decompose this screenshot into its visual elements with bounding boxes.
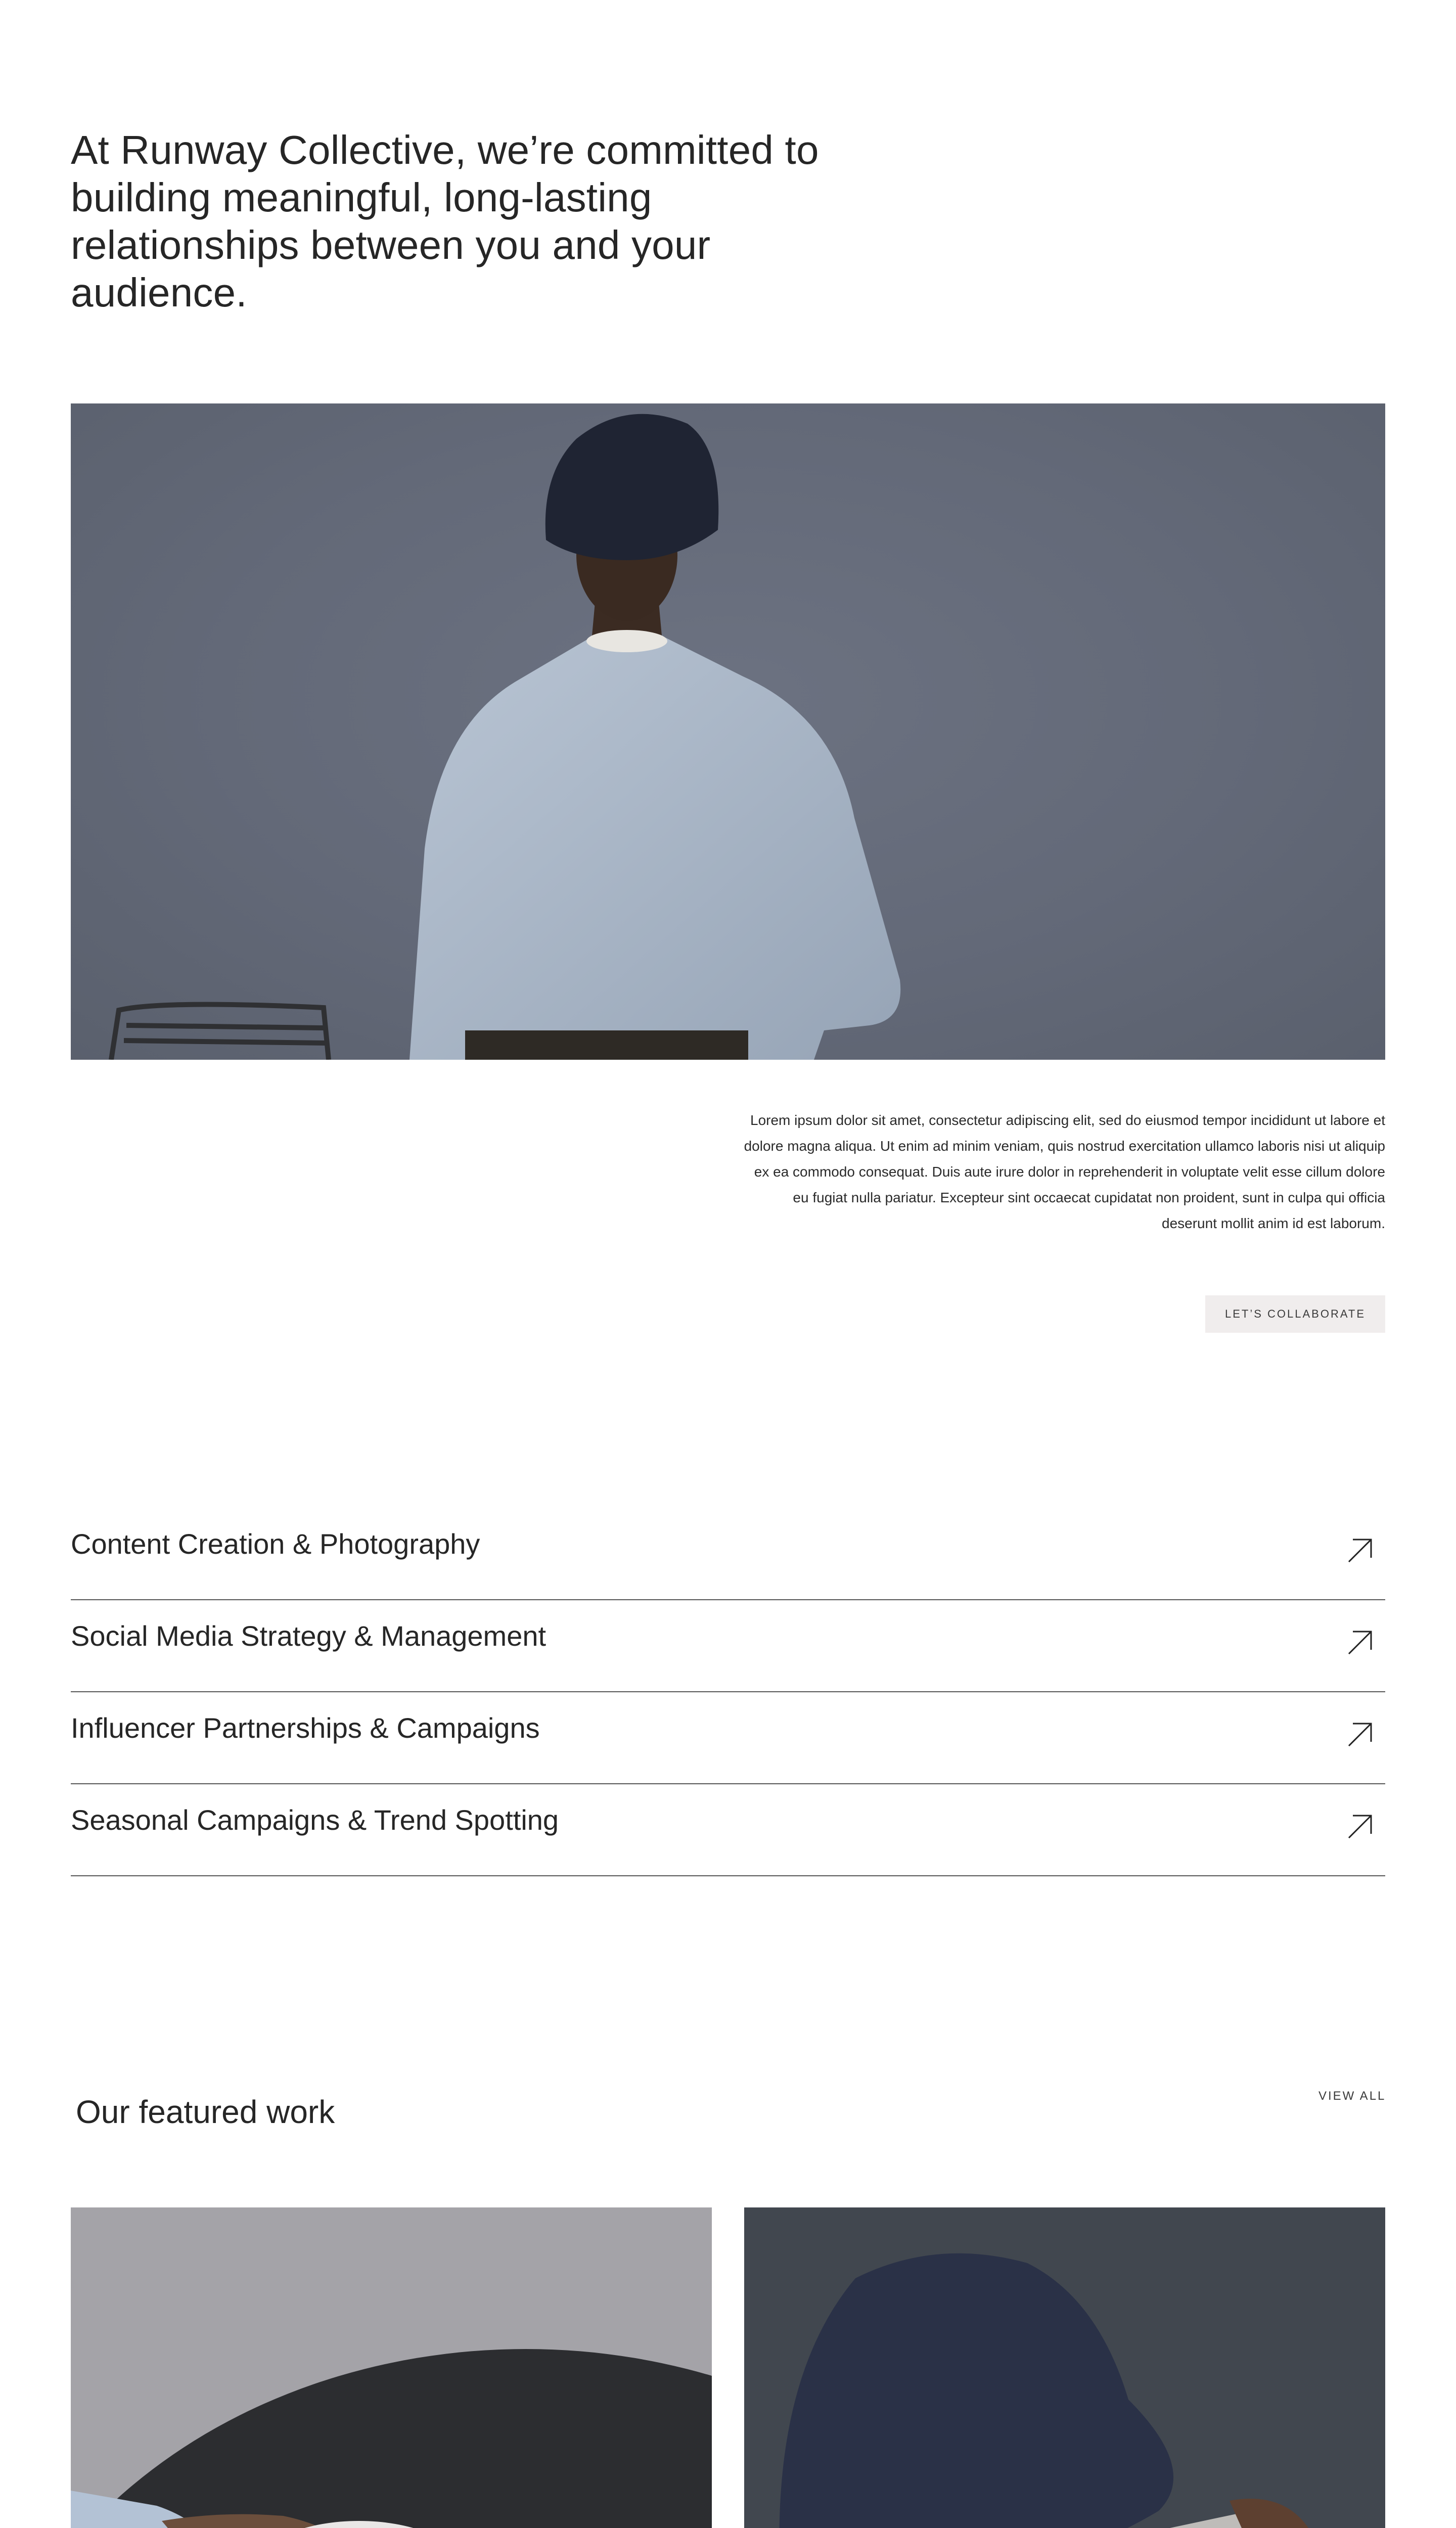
service-label: Social Media Strategy & Management <box>71 1620 547 1652</box>
intro-heading: At Runway Collective, we’re committed to building meaningful, long-lasting relationships between you and your audience. <box>71 127 819 315</box>
arrow-up-right-icon <box>1346 1813 1374 1841</box>
service-item-seasonal[interactable] <box>71 1784 1385 1876</box>
project-photo-illustration <box>744 2207 1385 2528</box>
featured-work-title: Our featured work <box>76 2094 335 2130</box>
hero-photo-illustration <box>71 403 1385 1060</box>
service-item-content-creation[interactable] <box>71 1514 1385 1600</box>
service-label: Content Creation & Photography <box>71 1528 480 1560</box>
service-label: Seasonal Campaigns & Trend Spotting <box>71 1804 559 1836</box>
chair-shape <box>111 1005 329 1060</box>
view-all-link[interactable]: VIEW ALL <box>1318 2089 1386 2103</box>
arrow-up-right-icon <box>1346 1721 1374 1749</box>
project-image-drinking[interactable] <box>744 2207 1385 2528</box>
project-image-mugs[interactable] <box>71 2207 712 2528</box>
arrow-up-right-icon <box>1346 1537 1374 1565</box>
about-paragraph: Lorem ipsum dolor sit amet, consectetur adipiscing elit, sed do eiusmod tempor incididunt ut labore et dolore magna aliqua. Ut enim ad minim veniam, quis nostrud exercitation ullamco laboris nisi ut aliquip ex ea commodo consequat. Duis aute irure dolor in reprehenderit in voluptate velit esse cillum dolore eu fugiat nulla pariatur. Excepteur sint occaecat cupidatat non proident, sunt in culpa qui officia deserunt mollit anim id est laborum. <box>744 1112 1385 1231</box>
service-item-social-media[interactable] <box>71 1600 1385 1692</box>
service-item-influencer[interactable] <box>71 1692 1385 1784</box>
lets-collaborate-button[interactable]: LET’S COLLABORATE <box>1205 1295 1385 1333</box>
project-photo-illustration <box>71 2207 712 2528</box>
services-list <box>71 1514 1385 1876</box>
arrow-up-right-icon <box>1346 1629 1374 1657</box>
hero-image <box>71 403 1385 1060</box>
service-label: Influencer Partnerships & Campaigns <box>71 1712 540 1744</box>
